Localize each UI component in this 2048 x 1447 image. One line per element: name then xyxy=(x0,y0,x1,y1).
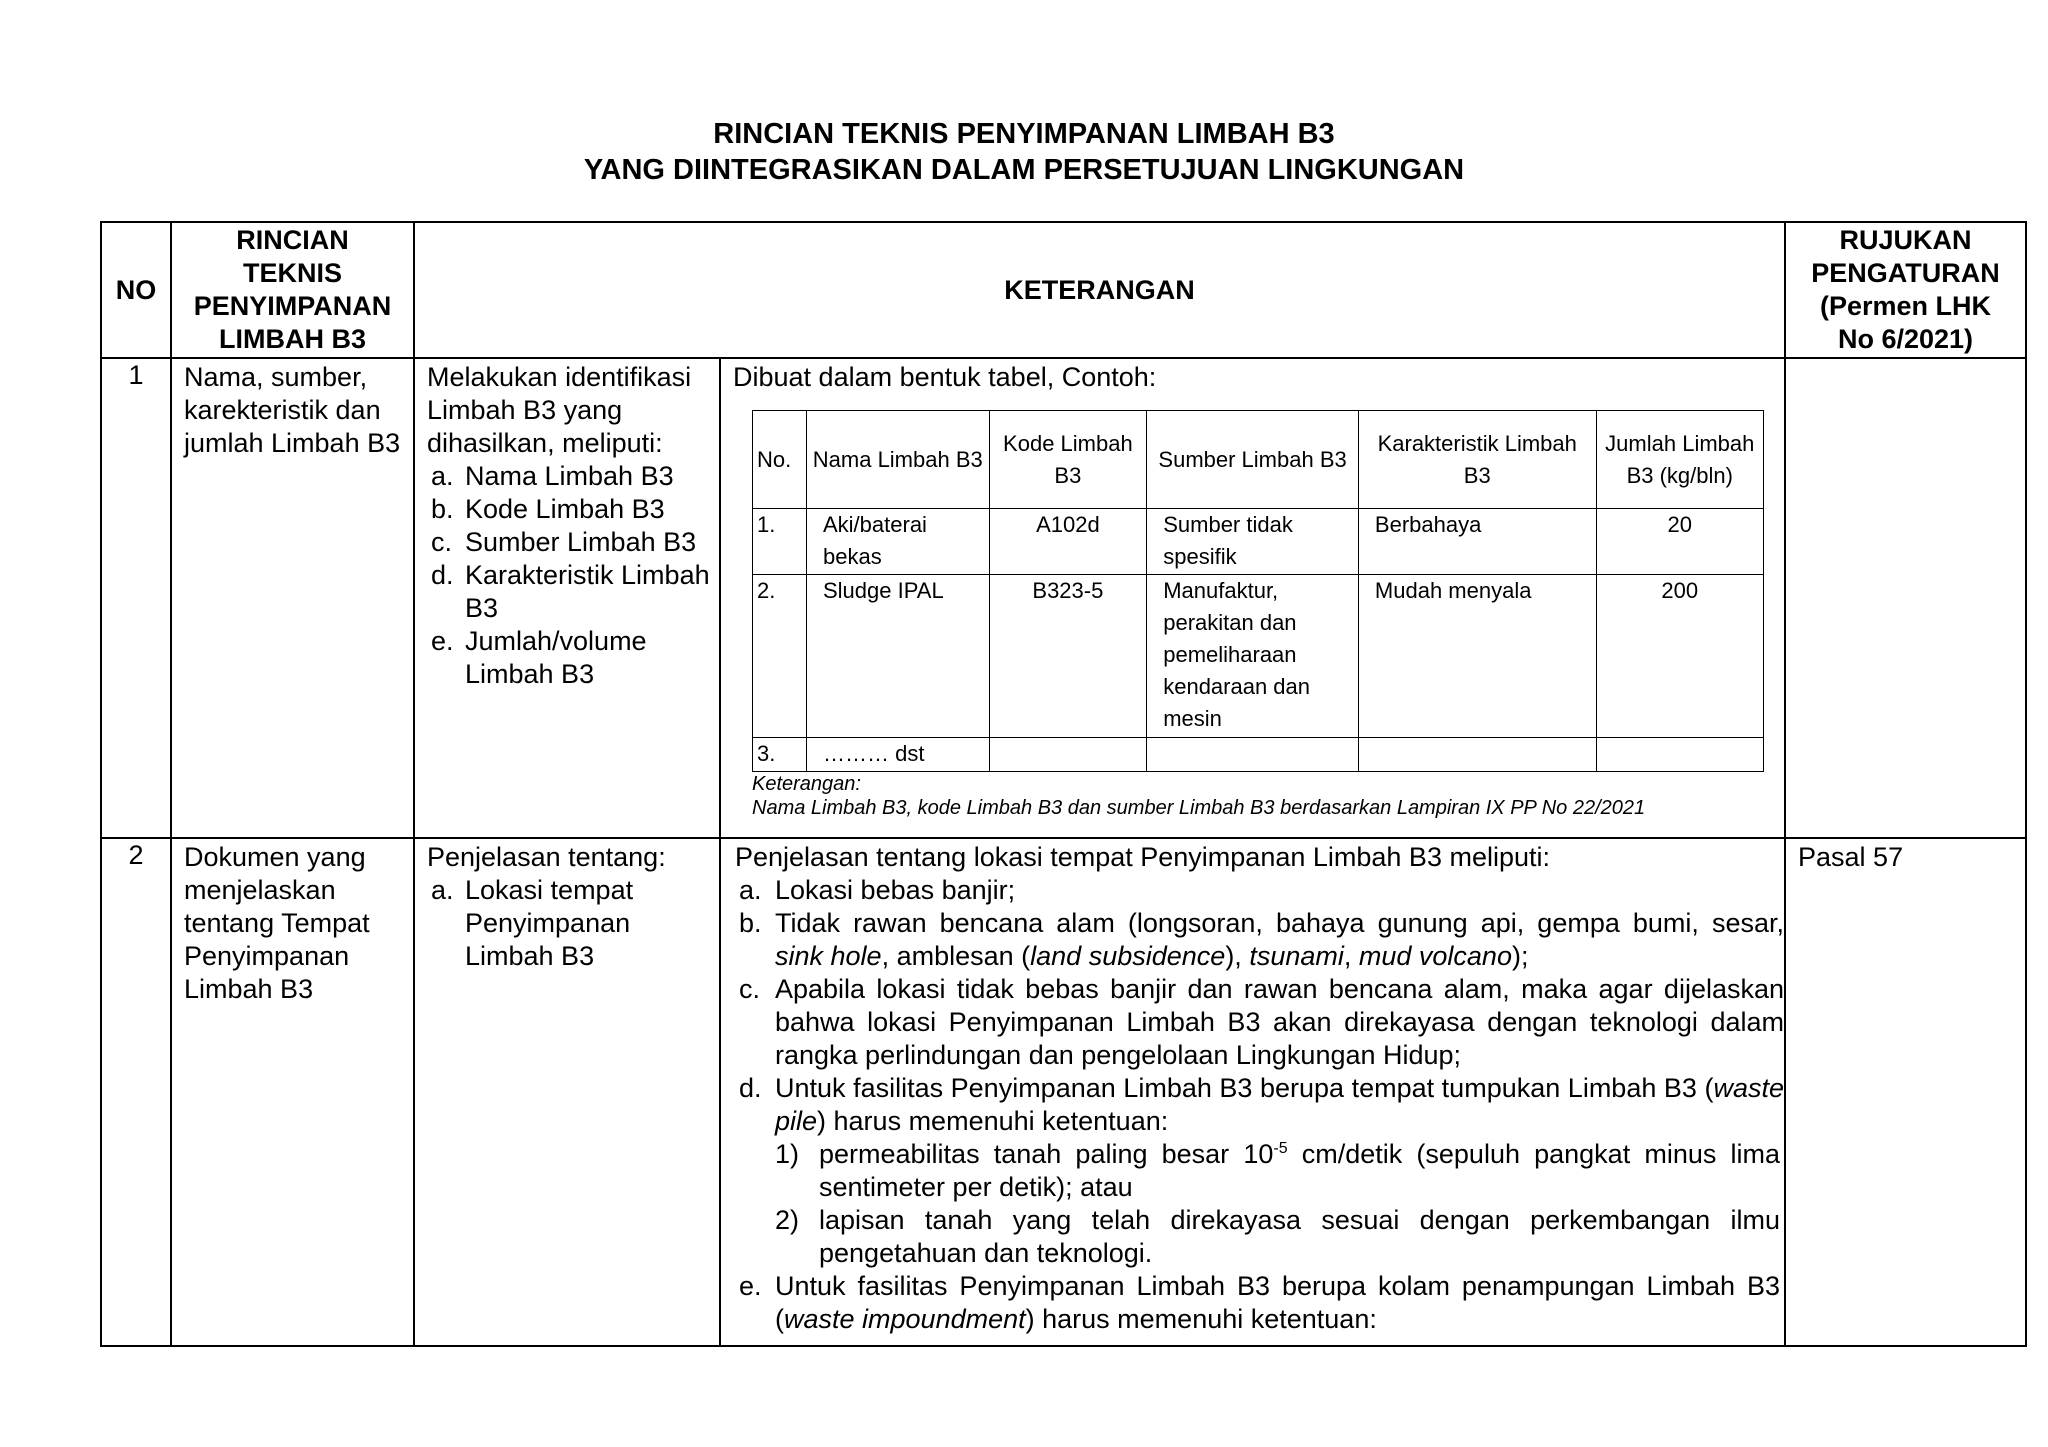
row2-melakukan-list xyxy=(427,874,711,973)
row2-sub-list xyxy=(775,1138,1784,1270)
list-item: a. Lokasi tempat Penyimpanan Limbah B3 xyxy=(431,875,634,971)
row1-rujukan xyxy=(1785,358,2026,838)
header-keterangan: KETERANGAN xyxy=(414,222,1785,358)
list-item: c. Sumber Limbah B3 xyxy=(431,527,697,557)
example-header-cell: Kode Limbah B3 xyxy=(989,411,1147,509)
list-item: e. Jumlah/volume Limbah B3 xyxy=(431,626,647,689)
list-item: 2) lapisan tanah yang telah direkayasa sesuai dengan perkembangan ilmu pengetahuan dan teknologi. xyxy=(775,1205,1781,1268)
list-item: d. Untuk fasilitas Penyimpanan Limbah B3 berupa tempat tumpukan Limbah B3 (waste pile) harus memenuhi ketentuan: 1) permeabilitas tanah paling besar $10^{-5}$ cm/detik (sepuluh pangkat minus lima sentimeter per detik); atau 2) lapisan tanah yang telah direkayasa sesuai dengan perkembangan ilmu pengetahuan dan teknologi. xyxy=(739,1073,1785,1268)
example-row: 1. Aki/baterai bekas A102d Sumber tidak spesifik Berbahaya 20 xyxy=(753,509,1764,575)
row2-melakukan: Penjelasan tentang: a. Lokasi tempat Penyimpanan Limbah B3 xyxy=(414,838,720,1346)
list-item: b. Kode Limbah B3 xyxy=(431,494,665,524)
list-item: 1) permeabilitas tanah paling besar $10^{-5}$ cm/detik (sepuluh pangkat minus lima sentimeter per detik); atau xyxy=(775,1139,1781,1202)
row1-no: 1 xyxy=(101,358,171,838)
row2-keterangan-lead: Penjelasan tentang lokasi tempat Penyimpanan Limbah B3 meliputi: xyxy=(735,842,1550,872)
example-note-label: Keterangan: xyxy=(752,773,861,795)
table-row xyxy=(101,838,2026,1346)
header-rujukan: RUJUKAN PENGATURAN (Permen LHK No 6/2021) xyxy=(1785,222,2026,358)
list-item: e. Untuk fasilitas Penyimpanan Limbah B3 berupa kolam penampungan Limbah B3 (waste impoundment) harus memenuhi ketentuan: xyxy=(739,1271,1781,1334)
example-row: 2. Sludge IPAL B323-5 Manufaktur, perakitan dan pemeliharaan kendaraan dan mesin Mudah menyala 200 xyxy=(753,575,1764,738)
list-item: a. Lokasi bebas banjir; xyxy=(739,875,1016,905)
example-table xyxy=(752,410,1764,772)
row1-keterangan xyxy=(720,358,1785,838)
example-row: 3. ……… dst xyxy=(753,738,1764,772)
main-table xyxy=(100,221,2027,1347)
list-item: d. Karakteristik Limbah B3 xyxy=(431,560,710,623)
example-header-cell: Jumlah Limbah B3 (kg/bln) xyxy=(1596,411,1763,509)
example-note-text: Nama Limbah B3, kode Limbah B3 dan sumber Limbah B3 berdasarkan Lampiran IX PP No 22/2021 xyxy=(752,797,1646,819)
row2-rincian: Dokumen yang menjelaskan tentang Tempat Penyimpanan Limbah B3 xyxy=(171,838,414,1346)
row1-melakukan-list xyxy=(427,460,711,691)
table-row xyxy=(101,358,2026,838)
example-header-cell: No. xyxy=(753,411,807,509)
header-no: NO xyxy=(101,222,171,358)
page-title-line2: YANG DIINTEGRASIKAN DALAM PERSETUJUAN LINGKUNGAN xyxy=(583,154,1465,186)
list-item: b. Tidak rawan bencana alam (longsoran, bahaya gunung api, gempa bumi, sesar, sink hole, amblesan (land subsidence), tsunami, mud volcano); xyxy=(739,908,1785,971)
row2-no: 2 xyxy=(101,838,171,1346)
header-rincian: RINCIAN TEKNIS PENYIMPANAN LIMBAH B3 xyxy=(171,222,414,358)
header-row xyxy=(101,222,2026,358)
example-header-cell: Karakteristik Limbah B3 xyxy=(1358,411,1596,509)
row2-keterangan-list xyxy=(735,874,1784,1336)
row2-keterangan xyxy=(720,838,1785,1346)
list-item: c. Apabila lokasi tidak bebas banjir dan rawan bencana alam, maka agar dijelaskan bahwa lokasi Penyimpanan Limbah B3 akan direkayasa dengan teknologi dalam rangka perlindungan dan pengelolaan Lingkungan Hidup; xyxy=(739,974,1785,1070)
example-header-cell: Nama Limbah B3 xyxy=(807,411,990,509)
list-item: a. Nama Limbah B3 xyxy=(431,461,674,491)
row1-rincian: Nama, sumber, karekteristik dan jumlah Limbah B3 xyxy=(171,358,414,838)
row1-keterangan-lead: Dibuat dalam bentuk tabel, Contoh: xyxy=(733,362,1157,392)
row2-rujukan: Pasal 57 xyxy=(1785,838,2026,1346)
page-title-line1: RINCIAN TEKNIS PENYIMPANAN LIMBAH B3 xyxy=(713,118,1335,150)
example-header-cell: Sumber Limbah B3 xyxy=(1147,411,1359,509)
row1-melakukan: Melakukan identifikasi Limbah B3 yang dihasilkan, meliputi: a. Nama Limbah B3 b. Kode Limbah B3 c. Sumber Limbah B3 d. Karakteristik Limbah B3 e. Jumlah/volume Limbah B3 xyxy=(414,358,720,838)
example-header-row xyxy=(753,411,1764,509)
